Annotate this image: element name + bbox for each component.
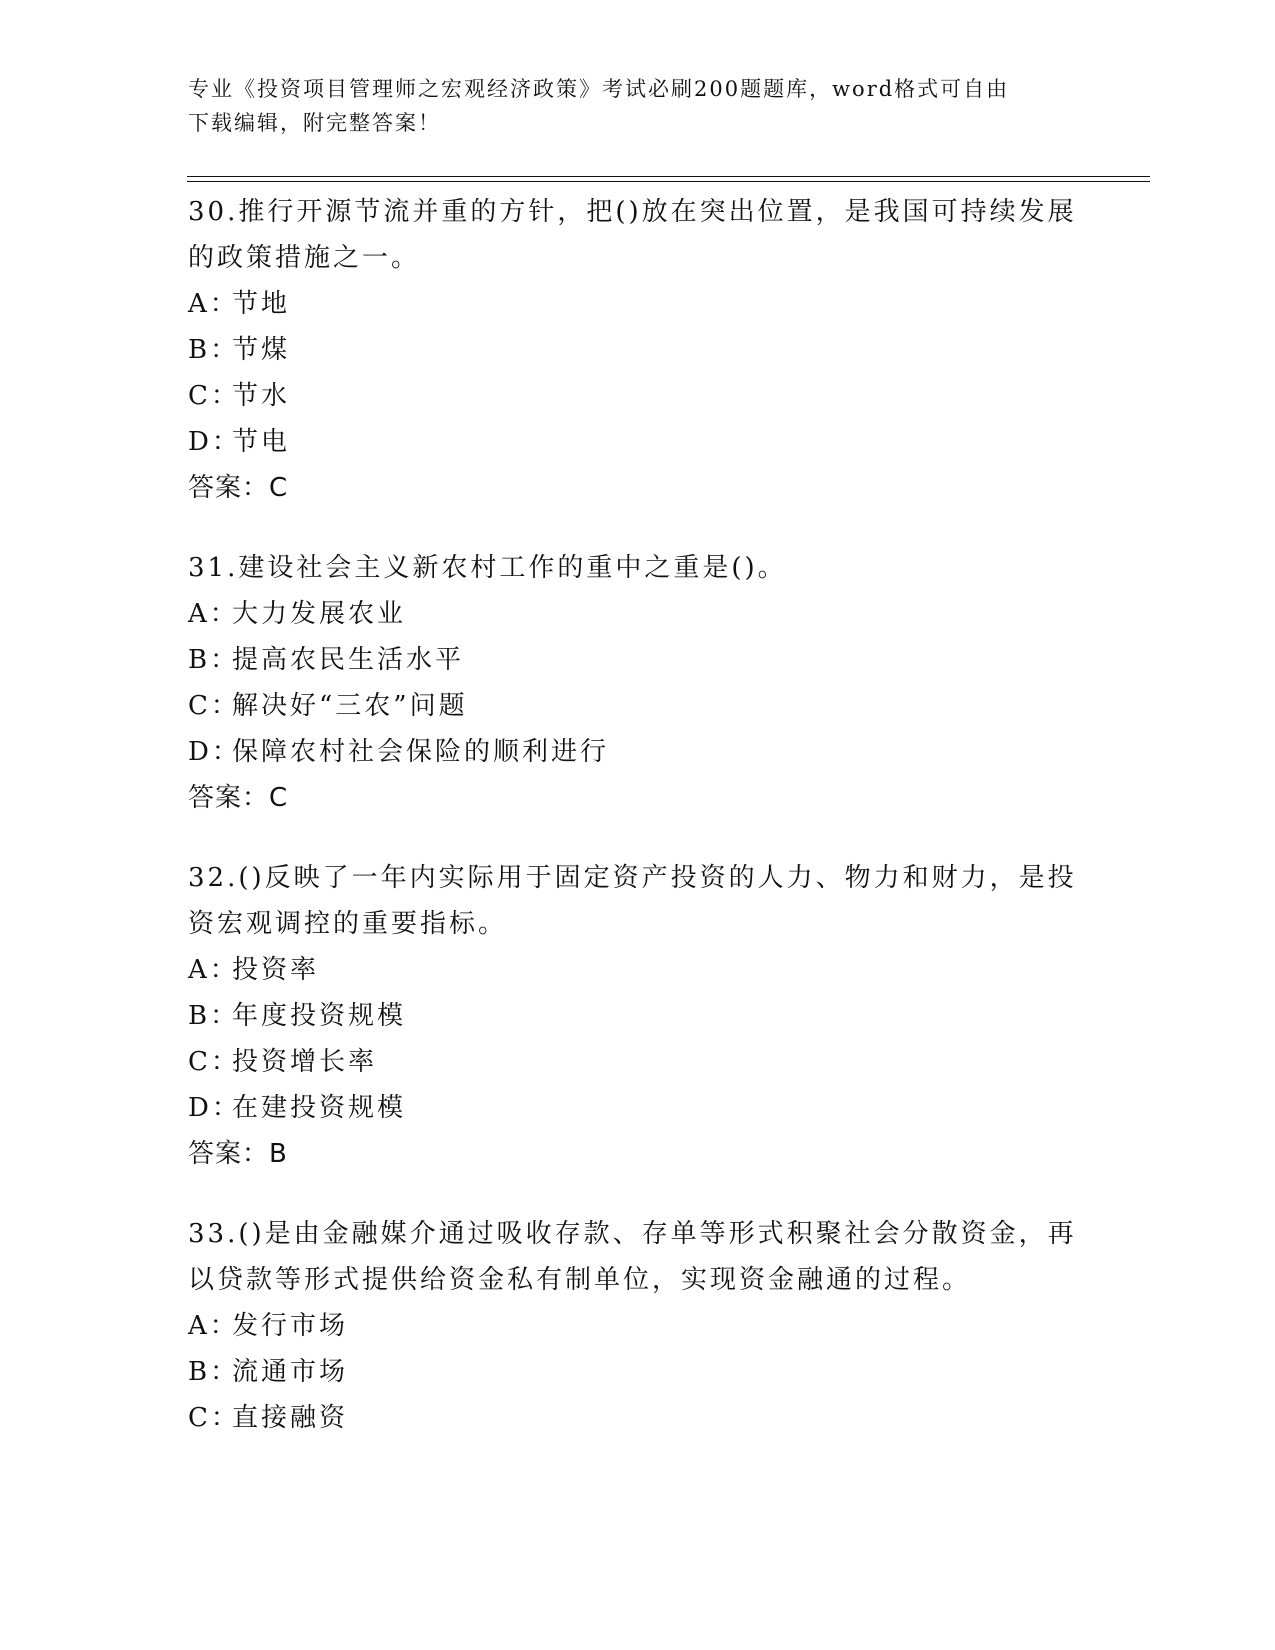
option-text: 年度投资规模: [232, 1001, 407, 1031]
question-stem-line: 以贷款等形式提供给资金私有制单位，实现资金融通的过程。: [188, 1265, 972, 1295]
question-stem: [188, 1211, 1088, 1303]
question-stem-line: 31.建设社会主义新农村工作的重中之重是()。: [188, 553, 787, 583]
option-d: [188, 419, 1088, 465]
option-text: 保障农村社会保险的顺利进行: [232, 737, 610, 767]
option-text: 投资增长率: [232, 1047, 378, 1077]
option-text: 解决好“三农”问题: [232, 691, 468, 721]
option-key: B：: [188, 335, 240, 365]
option-a: [188, 591, 1088, 637]
answer-line: 答案：B: [188, 1139, 288, 1169]
option-key: D：: [188, 737, 241, 767]
answer-line: 答案：C: [188, 473, 289, 503]
question-list: [188, 189, 1088, 1475]
option-a: [188, 281, 1088, 327]
question-32: [188, 855, 1088, 1177]
option-c: [188, 373, 1088, 419]
header-line-1: 专业《投资项目管理师之宏观经济政策》考试必刷200题题库，word格式可自由: [188, 77, 1010, 101]
option-key: C：: [188, 1047, 240, 1077]
option-key: D：: [188, 427, 241, 457]
question-stem: [188, 855, 1088, 947]
option-text: 在建投资规模: [232, 1093, 407, 1123]
option-text: 流通市场: [232, 1357, 349, 1387]
option-text: 大力发展农业: [232, 599, 407, 629]
option-c: [188, 1039, 1088, 1085]
option-a: [188, 1303, 1088, 1349]
header-line-2: 下载编辑，附完整答案！: [188, 111, 441, 135]
option-c: [188, 1395, 1088, 1441]
option-key: B：: [188, 1357, 240, 1387]
option-text: 节水: [232, 381, 291, 411]
question-stem: [188, 189, 1088, 281]
question-stem-line: 32.()反映了一年内实际用于固定资产投资的人力、物力和财力，是投: [188, 863, 1077, 893]
document-header: [188, 72, 1088, 140]
option-d: [188, 729, 1088, 775]
divider-line-bottom: [187, 181, 1150, 182]
option-b: [188, 1349, 1088, 1395]
option-c: [188, 683, 1088, 729]
option-text: 节地: [232, 289, 291, 319]
option-key: B：: [188, 645, 240, 675]
option-key: A：: [188, 289, 239, 319]
question-stem-line: 30.推行开源节流并重的方针，把()放在突出位置，是我国可持续发展: [188, 197, 1077, 227]
answer-line: 答案：C: [188, 783, 289, 813]
option-key: A：: [188, 955, 239, 985]
option-key: A：: [188, 1311, 239, 1341]
option-key: B：: [188, 1001, 240, 1031]
option-b: [188, 637, 1088, 683]
option-text: 提高农民生活水平: [232, 645, 465, 675]
option-d: [188, 1085, 1088, 1131]
header-divider: [187, 176, 1150, 184]
question-stem-line: 的政策措施之一。: [188, 243, 421, 273]
option-text: 节煤: [232, 335, 291, 365]
question-31: [188, 545, 1088, 821]
question-stem-line: 资宏观调控的重要指标。: [188, 909, 508, 939]
option-text: 发行市场: [232, 1311, 349, 1341]
option-b: [188, 327, 1088, 373]
option-key: A：: [188, 599, 239, 629]
option-text: 直接融资: [232, 1403, 349, 1433]
option-b: [188, 993, 1088, 1039]
option-key: C：: [188, 381, 240, 411]
option-a: [188, 947, 1088, 993]
question-stem: [188, 545, 1088, 591]
option-text: 节电: [232, 427, 291, 457]
option-text: 投资率: [232, 955, 320, 985]
option-key: D：: [188, 1093, 241, 1123]
question-30: [188, 189, 1088, 511]
option-key: C：: [188, 1403, 240, 1433]
option-key: C：: [188, 691, 240, 721]
divider-line-top: [187, 176, 1150, 177]
question-33: [188, 1211, 1088, 1441]
question-stem-line: 33.()是由金融媒介通过吸收存款、存单等形式积聚社会分散资金，再: [188, 1219, 1077, 1249]
